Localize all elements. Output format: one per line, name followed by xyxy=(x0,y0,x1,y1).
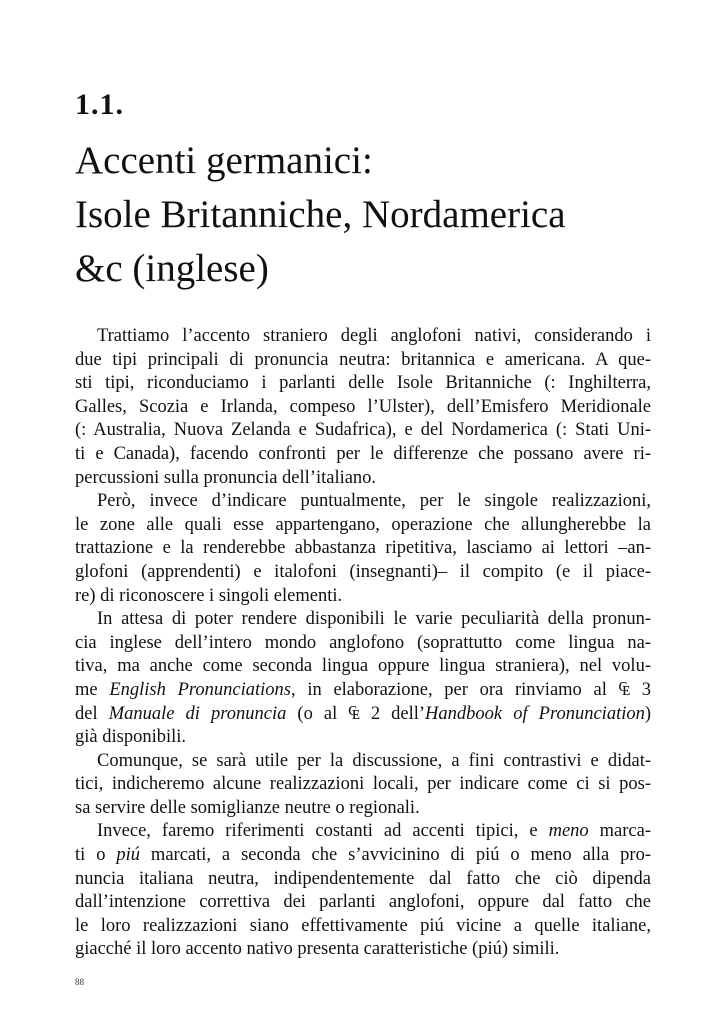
text-line: Galles, Scozia e Irlanda, compeso l’Ulster), dell’Emisfero Meridionale xyxy=(75,396,651,417)
book-title: English Pronunciations xyxy=(109,679,291,700)
text-line xyxy=(75,703,651,727)
text-line: tiva, ma anche come seconda lingua oppure lingua straniera), nel volu- xyxy=(75,656,651,677)
text-line: sa servire delle somiglianze neutre o regionali. xyxy=(75,797,420,818)
section-number: 1.1. xyxy=(75,88,124,121)
paragraph xyxy=(75,820,651,962)
text-line: le loro realizzazioni siano effettivamente piú vicine a quelle italiane, xyxy=(75,915,651,936)
text-line: tici, indicheremo alcune realizzazioni locali, per indicare come ci si pos- xyxy=(75,774,651,795)
text-line xyxy=(75,820,651,844)
body-text xyxy=(75,325,651,962)
text-segment: ) xyxy=(644,703,652,724)
text-line: trattazione e la renderebbe abbastanza ripetitiva, lasciamo ai lettori –an- xyxy=(75,538,651,559)
text-line: sti tipi, riconduciamo i parlanti delle Isole Britanniche (: Inghilterra, xyxy=(75,373,651,394)
text-line: Comunque, se sarà utile per la discussione, a fini contrastivi e didat- xyxy=(97,750,651,771)
text-line: giacché il loro accento nativo presenta caratteristiche (piú) simili. xyxy=(75,939,560,960)
text-line: percussioni sulla pronuncia dell’italiano. xyxy=(75,467,377,488)
text-segment: me xyxy=(75,679,110,700)
page-number: 88 xyxy=(75,977,84,987)
chapter-heading xyxy=(75,84,695,296)
text-segment: ti o xyxy=(75,845,117,866)
emphasis: meno xyxy=(548,821,589,842)
heading-line: Isole Britanniche, Nordamerica xyxy=(75,193,566,236)
text-line: due tipi principali di pronuncia neutra: britannica e americana. A que- xyxy=(75,349,651,370)
text-line xyxy=(75,844,651,868)
text-line: dall’intenzione correttiva dei parlanti anglofoni, oppure dal fatto che xyxy=(75,892,651,913)
text-line: Però, invece d’indicare puntualmente, per le singole realizzazioni, xyxy=(97,491,651,512)
text-segment: Invece, faremo riferimenti costanti ad accenti tipici, e xyxy=(97,821,549,842)
text-line: nuncia italiana neutra, indipendentemente dal fatto che ciò dipenda xyxy=(75,868,651,889)
paragraph xyxy=(75,750,651,821)
text-line: le zone alle quali esse appartengano, operazione che allungherebbe la xyxy=(75,514,651,535)
text-segment: marcati, a seconda che s’avvicinino di piú o meno alla pro- xyxy=(140,845,652,866)
paragraph xyxy=(75,490,651,608)
text-line: Trattiamo l’accento straniero degli anglofoni nativi, considerando i xyxy=(97,326,651,346)
text-segment: del xyxy=(75,703,109,724)
text-line: (: Australia, Nuova Zelanda e Sudafrica), e del Nordamerica (: Stati Uni- xyxy=(75,420,651,441)
emphasis: piú xyxy=(116,845,141,866)
text-segment: (o al ₠ 2 dell’ xyxy=(286,703,426,724)
text-line: già disponibili. xyxy=(75,727,186,748)
book-title: Manuale di pronuncia xyxy=(108,703,287,724)
text-line xyxy=(75,679,651,703)
heading-line: Accenti germanici: xyxy=(75,139,373,182)
text-line: re) di riconoscere i singoli elementi. xyxy=(75,585,343,606)
paragraph xyxy=(75,325,651,490)
text-segment: , in elaborazione, per ora rinviamo al ₠ 3 xyxy=(290,679,651,700)
paragraph xyxy=(75,608,651,750)
text-line: In attesa di poter rendere disponibili le varie peculiarità della pronun- xyxy=(97,609,651,630)
text-line: glofoni (apprendenti) e italofoni (insegnanti)– il compito (e il piace- xyxy=(75,561,651,582)
text-line: ti e Canada), facendo confronti per le differenze che possano avere ri- xyxy=(75,443,651,464)
book-title: Handbook of Pronunciation xyxy=(425,703,645,724)
text-segment: marca- xyxy=(588,821,651,842)
text-line: cia inglese dell’intero mondo anglofono (soprattutto come lingua na- xyxy=(75,632,651,653)
heading-line: &c (inglese) xyxy=(75,247,269,290)
